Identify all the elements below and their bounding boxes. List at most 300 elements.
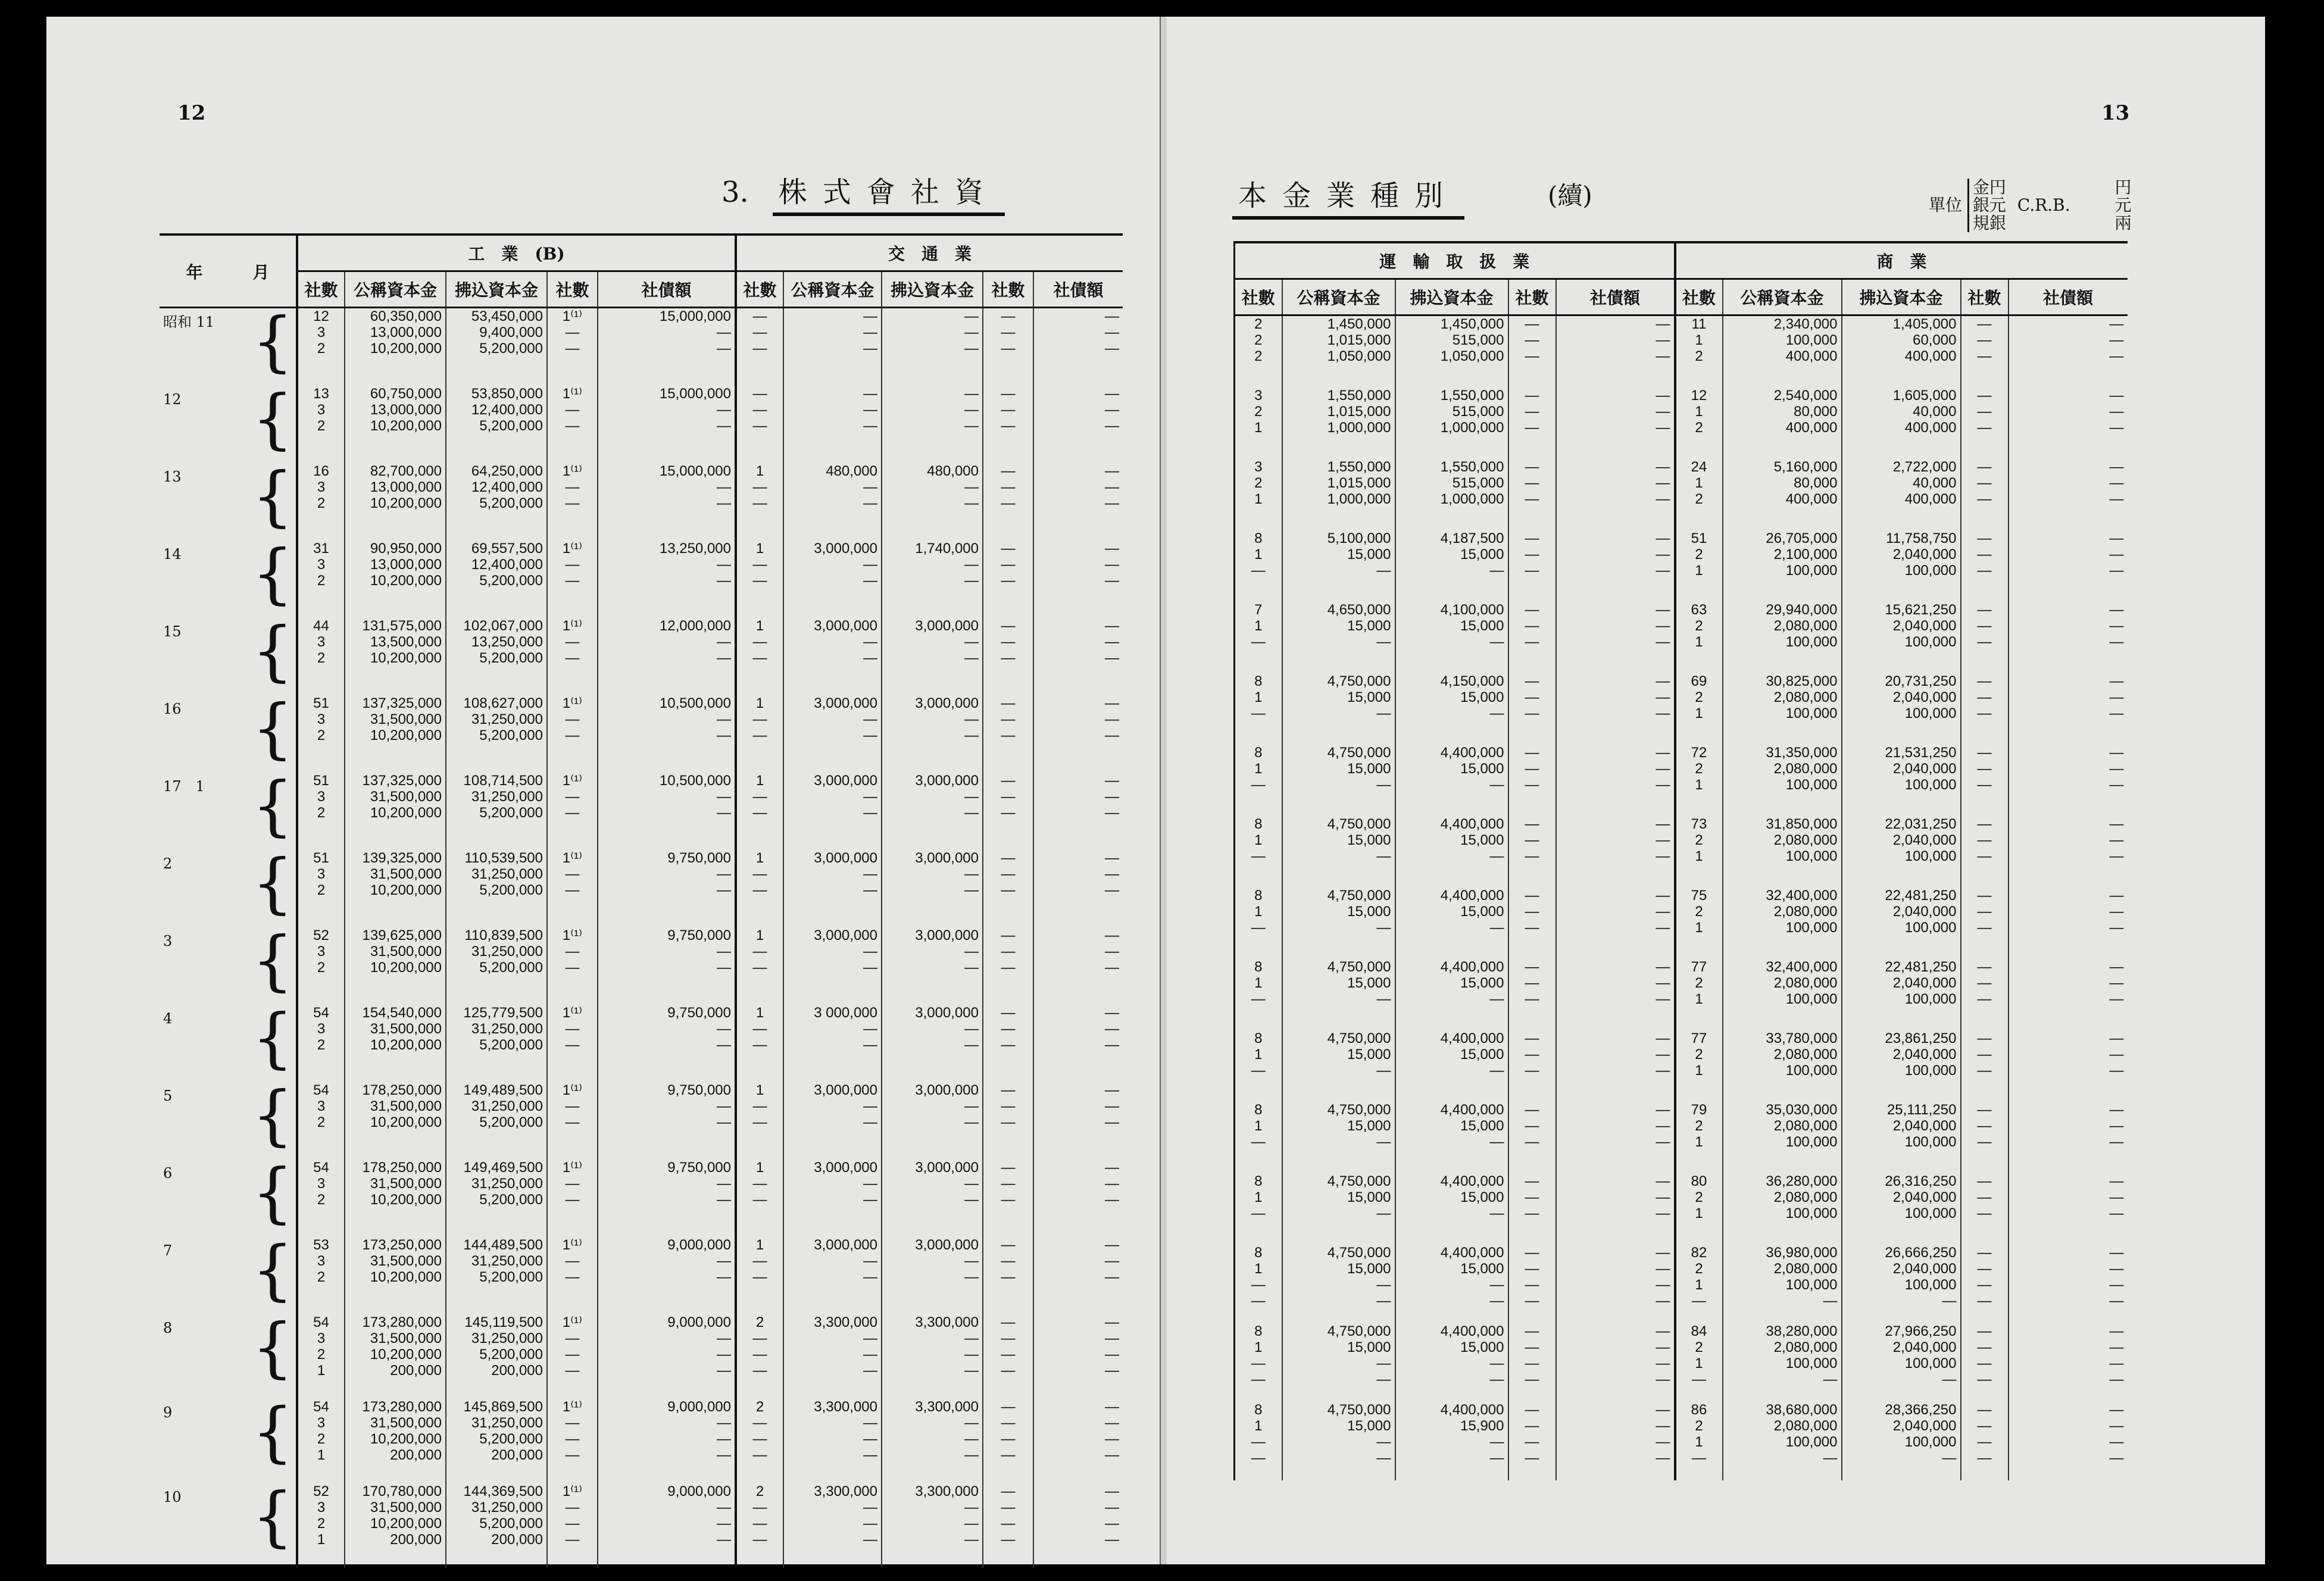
cell-value: — (1489, 920, 1504, 936)
cell-value: — (1655, 1173, 1670, 1189)
cell-transport-bond (1033, 850, 1123, 927)
cell-value: — (1977, 459, 1992, 475)
cell-value: — (1977, 777, 1992, 793)
cell-value: — (752, 1021, 767, 1037)
cell-value: 2,040,000 (1892, 618, 1957, 634)
cell-value: 2 (317, 1192, 326, 1208)
cell-commerce-paid (1842, 1402, 1961, 1480)
cell-value: — (964, 340, 979, 357)
cell-value: 51 (313, 850, 329, 866)
cell-value: 110,539,500 (464, 850, 543, 866)
cell-value: 8 (1254, 888, 1263, 904)
period-label: 13 (163, 468, 182, 485)
cell-value: — (964, 711, 979, 727)
col-header-commerce-nominal: 公稱資本金 (1723, 279, 1842, 315)
cell-value: — (717, 1021, 731, 1037)
cell-value: — (1105, 479, 1119, 495)
cell-commerce-bond (2008, 315, 2128, 388)
cell-shipping-nominal (1282, 602, 1395, 673)
cell-value: — (1489, 634, 1504, 650)
cell-value: — (964, 805, 979, 821)
cell-transport-count (736, 1314, 783, 1399)
cell-value: 5,200,000 (479, 1431, 543, 1447)
cell-shipping-count (1235, 745, 1282, 816)
cell-transport-nominal (783, 1160, 882, 1237)
cell-value: — (1977, 1450, 1992, 1466)
cell-value: — (1001, 711, 1016, 727)
cell-industry-paid (446, 1399, 547, 1483)
cell-value: — (863, 386, 877, 402)
cell-value: 52 (313, 1483, 329, 1499)
cell-transport-nominal (783, 1483, 882, 1568)
cell-commerce-bond (2008, 745, 2128, 816)
cell-shipping-count (1235, 602, 1282, 673)
cell-commerce-paid (1842, 1173, 1961, 1245)
cell-value: — (1001, 324, 1016, 340)
cell-value: — (1977, 848, 1992, 864)
cell-value: 2 (1695, 904, 1703, 920)
cell-value: 10,200,000 (370, 573, 442, 589)
cell-value: 2 (1695, 546, 1703, 563)
cell-industry-paid (446, 463, 547, 540)
cell-shipping-count (1235, 1402, 1282, 1480)
table-row (160, 1160, 1123, 1237)
cell-value: — (1001, 618, 1016, 634)
cell-value: — (1001, 1192, 1016, 1208)
cell-value: 3,000,000 (915, 1005, 979, 1021)
cell-value: — (565, 1346, 580, 1363)
cell-value: 3 (317, 634, 326, 650)
cell-value: 100,000 (1904, 1134, 1957, 1150)
cell-value: 4,750,000 (1327, 1323, 1391, 1339)
cell-transport-count (736, 463, 783, 540)
cell-industry-count (297, 927, 345, 1005)
cell-value: — (1977, 904, 1992, 920)
cell-commerce-bond (2008, 602, 2128, 673)
cell-shipping-bond (1556, 1173, 1675, 1245)
cell-value: — (1655, 991, 1670, 1007)
cell-value: — (1001, 1363, 1016, 1379)
cell-shipping-bond (1556, 388, 1675, 459)
cell-transport-bc (983, 386, 1033, 463)
cell-value: 1⁽¹⁾ (562, 540, 583, 557)
cell-value: — (964, 324, 979, 340)
cell-value: 149,469,500 (463, 1160, 543, 1176)
cell-value: 3,000,000 (814, 618, 877, 634)
cell-value: — (2109, 634, 2124, 650)
cell-value: — (1001, 850, 1016, 866)
table-row (160, 1399, 1123, 1483)
cell-value: — (863, 1415, 877, 1431)
cell-value: 38,680,000 (1766, 1402, 1838, 1418)
cell-value: — (1105, 618, 1119, 634)
cell-industry-bond (598, 1314, 736, 1399)
cell-industry-nominal (345, 927, 446, 1005)
unit-system: C.R.B. (2017, 195, 2070, 215)
cell-industry-paid (446, 773, 547, 850)
cell-value: — (1376, 1205, 1391, 1221)
cell-shipping-paid (1395, 959, 1508, 1030)
cell-value: — (1977, 1189, 1992, 1205)
cell-value: 2,040,000 (1892, 761, 1957, 777)
cell-value: — (1105, 1160, 1119, 1176)
cell-transport-count (736, 850, 783, 927)
cell-value: 1 (1695, 1355, 1703, 1371)
cell-transport-nominal (783, 1314, 882, 1399)
cell-value: 149,489,500 (463, 1082, 543, 1098)
cell-industry-bond (598, 695, 736, 773)
cell-value: — (1001, 1037, 1016, 1053)
cell-value: 1 (755, 695, 764, 711)
cell-value: — (1692, 1371, 1706, 1388)
cell-value: — (1105, 695, 1119, 711)
cell-value: — (1655, 705, 1670, 721)
cell-value: 10,200,000 (370, 1037, 442, 1053)
cell-value: — (2109, 1046, 2124, 1063)
cell-value: — (1655, 332, 1670, 348)
brace-icon: { (252, 773, 297, 850)
unit-currencies: 金円 銀元 規銀 (1967, 179, 2006, 232)
cell-value: 12 (313, 308, 329, 324)
cell-value: — (863, 1037, 877, 1053)
cell-value: — (717, 650, 731, 666)
cell-value: 2,080,000 (1773, 975, 1838, 991)
cell-value: 4,400,000 (1440, 1323, 1504, 1339)
cell-value: — (1525, 546, 1539, 563)
cell-commerce-bc (1961, 459, 2008, 530)
table-row (1235, 315, 2128, 388)
cell-value: — (1001, 960, 1016, 976)
cell-value: — (1001, 557, 1016, 573)
cell-value: 15,000 (1347, 546, 1391, 563)
cell-transport-paid (882, 540, 983, 618)
col-header-transport-nominal: 公稱資本金 (783, 271, 882, 308)
cell-value: 5,200,000 (479, 495, 543, 511)
cell-value: 3,000,000 (915, 1237, 979, 1253)
cell-commerce-nominal (1723, 745, 1842, 816)
cell-value: 3,300,000 (915, 1483, 979, 1499)
col-header-commerce-paid: 拂込資本金 (1842, 279, 1961, 315)
cell-value: — (1977, 1030, 1992, 1046)
cell-value: — (964, 418, 979, 434)
cell-commerce-bc (1961, 1102, 2008, 1173)
cell-value: 77 (1691, 1030, 1707, 1046)
cell-shipping-bond (1556, 459, 1675, 530)
cell-transport-nominal (783, 695, 882, 773)
cell-value: — (1251, 563, 1266, 579)
period-label: 4 (163, 1010, 173, 1027)
cell-value: — (863, 1176, 877, 1192)
cell-commerce-count (1675, 959, 1723, 1030)
cell-value: — (1105, 943, 1119, 960)
cell-industry-paid (446, 1082, 547, 1160)
cell-value: — (1977, 1293, 1992, 1309)
cell-value: 10,200,000 (370, 650, 442, 666)
cell-value: — (863, 495, 877, 511)
cell-transport-nominal (783, 773, 882, 850)
cell-shipping-bond (1556, 673, 1675, 745)
cell-value: — (1525, 705, 1539, 721)
cell-value: — (2109, 991, 2124, 1007)
cell-value: — (1655, 1402, 1670, 1418)
cell-commerce-paid (1842, 888, 1961, 959)
cell-value: 144,489,500 (463, 1237, 543, 1253)
cell-value: — (1105, 1114, 1119, 1130)
cell-shipping-paid (1395, 745, 1508, 816)
cell-value: 3,000,000 (915, 927, 979, 943)
cell-value: — (863, 1499, 877, 1516)
cell-value: 4,750,000 (1327, 1402, 1391, 1418)
cell-value: 5,200,000 (479, 1346, 543, 1363)
cell-value: — (2109, 1118, 2124, 1134)
cell-value: — (1525, 777, 1539, 793)
period-header: 年 月 (160, 235, 297, 308)
cell-value: 9,750,000 (667, 850, 731, 866)
cell-industry-paid (446, 386, 547, 463)
cell-value: 3 000,000 (814, 1005, 877, 1021)
cell-value: — (964, 727, 979, 743)
cell-value: 10,500,000 (659, 695, 731, 711)
cell-value: — (1489, 1450, 1504, 1466)
col-header-shipping-bond: 社債額 (1556, 279, 1675, 315)
cell-value: 5,200,000 (479, 340, 543, 357)
cell-value: 5,200,000 (479, 882, 543, 898)
cell-value: 2,722,000 (1892, 459, 1957, 475)
cell-value: 3 (317, 402, 326, 418)
cell-transport-bond (1033, 1314, 1123, 1399)
col-header-shipping-paid: 拂込資本金 (1395, 279, 1508, 315)
cell-value: — (1376, 1293, 1391, 1309)
cell-value: 100,000 (1904, 1355, 1957, 1371)
cell-value: 10,200,000 (370, 805, 442, 821)
cell-industry-bond (598, 1082, 736, 1160)
cell-value: — (1489, 991, 1504, 1007)
cell-value: 31,850,000 (1766, 816, 1838, 832)
cell-value: 15,000 (1460, 618, 1504, 634)
cell-transport-nominal (783, 1399, 882, 1483)
cell-value: 63 (1691, 602, 1707, 618)
cell-value: 2 (317, 1037, 326, 1053)
cell-value: — (2109, 1277, 2124, 1293)
cell-value: 1 (1254, 1046, 1263, 1063)
cell-value: — (1977, 1277, 1992, 1293)
cell-value: — (752, 943, 767, 960)
cell-value: — (1251, 848, 1266, 864)
cell-value: — (1001, 1447, 1016, 1463)
cell-value: 100,000 (1785, 848, 1838, 864)
cell-value: — (2109, 475, 2124, 491)
cell-value: 2,040,000 (1892, 1046, 1957, 1063)
cell-industry-bond (598, 1005, 736, 1082)
cell-value: — (863, 882, 877, 898)
cell-value: 1 (1695, 1434, 1703, 1450)
cell-value: — (1655, 1339, 1670, 1355)
cell-value: — (2109, 816, 2124, 832)
left-table (160, 233, 1123, 1568)
cell-industry-nominal (345, 850, 446, 927)
cell-value: — (1525, 1371, 1539, 1388)
cell-value: — (565, 1499, 580, 1516)
cell-commerce-count (1675, 388, 1723, 459)
cell-value: 90,950,000 (370, 540, 442, 557)
cell-commerce-nominal (1723, 816, 1842, 888)
cell-value: 100,000 (1785, 1134, 1838, 1150)
cell-shipping-count (1235, 816, 1282, 888)
cell-value: — (1692, 1450, 1706, 1466)
cell-value: — (1525, 1134, 1539, 1150)
cell-value: — (1489, 1063, 1504, 1079)
cell-commerce-bc (1961, 388, 2008, 459)
cell-value: — (1655, 459, 1670, 475)
table-row (1235, 459, 2128, 530)
cell-value: 102,067,000 (463, 618, 543, 634)
cell-value: — (863, 573, 877, 589)
cell-value: — (863, 650, 877, 666)
cell-value: — (1489, 1205, 1504, 1221)
table-row (160, 1483, 1123, 1568)
cell-value: 26,666,250 (1885, 1245, 1957, 1261)
cell-value: — (1655, 1293, 1670, 1309)
cell-value: 4,750,000 (1327, 959, 1391, 975)
cell-value: — (1655, 1189, 1670, 1205)
cell-shipping-bond (1556, 602, 1675, 673)
col-header-shipping-nominal: 公稱資本金 (1282, 279, 1395, 315)
cell-commerce-count (1675, 816, 1723, 888)
cell-transport-bc (983, 463, 1033, 540)
cell-value: 1⁽¹⁾ (562, 1160, 583, 1176)
cell-industry-count (297, 850, 345, 927)
cell-value: 1⁽¹⁾ (562, 1483, 583, 1499)
cell-value: 53,450,000 (471, 308, 543, 324)
cell-value: — (565, 418, 580, 434)
cell-value: 4,400,000 (1440, 1173, 1504, 1189)
cell-value: 3 (317, 557, 326, 573)
cell-value: 2 (317, 727, 326, 743)
cell-value: 2 (317, 1516, 326, 1532)
cell-value: — (565, 1532, 580, 1548)
cell-value: 15,000 (1347, 1261, 1391, 1277)
cell-value: — (1977, 491, 1992, 507)
cell-value: 2 (317, 882, 326, 898)
cell-value: — (1001, 1114, 1016, 1130)
cell-value: 31,500,000 (370, 711, 442, 727)
cell-commerce-bond (2008, 530, 2128, 602)
cell-value: — (1977, 1205, 1992, 1221)
cell-value: 2 (1695, 1261, 1703, 1277)
cell-value: 100,000 (1785, 1355, 1838, 1371)
cell-value: 31,250,000 (471, 943, 543, 960)
cell-value: 31,250,000 (471, 1098, 543, 1114)
cell-value: — (2109, 1189, 2124, 1205)
cell-value: — (2109, 1102, 2124, 1118)
cell-value: — (863, 960, 877, 976)
cell-industry-paid (446, 695, 547, 773)
cell-industry-paid (446, 540, 547, 618)
cell-value: 2 (1695, 491, 1703, 507)
cell-industry-bc (547, 1483, 598, 1568)
table-row (1235, 1173, 2128, 1245)
cell-industry-nominal (345, 1005, 446, 1082)
cell-value: 3 (1254, 459, 1263, 475)
cell-value: 10,200,000 (370, 960, 442, 976)
cell-value: — (1376, 705, 1391, 721)
cell-value: — (964, 386, 979, 402)
cell-value: — (1977, 388, 1992, 404)
cell-value: — (1655, 920, 1670, 936)
cell-value: — (1525, 1245, 1539, 1261)
period-label: 17 1 (163, 778, 205, 795)
cell-transport-nominal (783, 1005, 882, 1082)
cell-value: — (1251, 1205, 1266, 1221)
cell-value: — (964, 1346, 979, 1363)
table-row (160, 386, 1123, 463)
cell-commerce-nominal (1723, 888, 1842, 959)
cell-value: 2,040,000 (1892, 1118, 1957, 1134)
cell-value: — (1655, 475, 1670, 491)
cell-value: — (565, 340, 580, 357)
cell-value: 1,015,000 (1327, 332, 1391, 348)
cell-value: 29,940,000 (1766, 602, 1838, 618)
cell-value: — (1525, 832, 1539, 848)
cell-value: — (565, 1447, 580, 1463)
cell-value: 10,200,000 (370, 1269, 442, 1285)
cell-value: — (2109, 563, 2124, 579)
cell-value: 100,000 (1904, 1205, 1957, 1221)
cell-value: 3,000,000 (814, 1082, 877, 1098)
cell-value: 15,000 (1347, 1118, 1391, 1134)
cell-shipping-bc (1508, 388, 1556, 459)
cell-value: — (1977, 673, 1992, 689)
brace-icon: { (252, 540, 297, 618)
cell-value: 13,000,000 (370, 557, 442, 573)
cell-transport-bc (983, 1314, 1033, 1399)
cell-value: — (2109, 1205, 2124, 1221)
cell-value: — (1251, 705, 1266, 721)
group-commerce: 商 業 (1675, 242, 2128, 279)
cell-value: 16 (313, 463, 329, 479)
cell-value: 60,350,000 (370, 308, 442, 324)
cell-commerce-paid (1842, 1245, 1961, 1323)
cell-value: — (1105, 1269, 1119, 1285)
cell-value: 8 (1254, 1102, 1263, 1118)
cell-value: 44 (313, 618, 329, 634)
cell-value: — (2109, 1418, 2124, 1434)
cell-industry-bond (598, 1237, 736, 1314)
cell-value: — (1525, 1418, 1539, 1434)
cell-value: — (752, 1098, 767, 1114)
col-header-commerce-bond: 社債額 (2008, 279, 2128, 315)
cell-value: 9,750,000 (667, 1160, 731, 1176)
cell-value: — (1655, 491, 1670, 507)
cell-value: 15,000 (1460, 975, 1504, 991)
period-label: 2 (163, 855, 173, 872)
cell-value: 100,000 (1904, 1277, 1957, 1293)
cell-value: 15,000 (1460, 1189, 1504, 1205)
cell-value: — (1105, 1499, 1119, 1516)
cell-value: — (717, 1346, 731, 1363)
cell-value: — (1525, 459, 1539, 475)
cell-value: 4,400,000 (1440, 1102, 1504, 1118)
table-row (1235, 602, 2128, 673)
cell-transport-count (736, 1160, 783, 1237)
cell-value: 2 (1254, 348, 1263, 364)
cell-value: 1 (755, 927, 764, 943)
cell-value: — (1977, 602, 1992, 618)
cell-shipping-bond (1556, 959, 1675, 1030)
cell-industry-bc (547, 1314, 598, 1399)
cell-value: 84 (1691, 1323, 1707, 1339)
cell-value: — (1001, 573, 1016, 589)
